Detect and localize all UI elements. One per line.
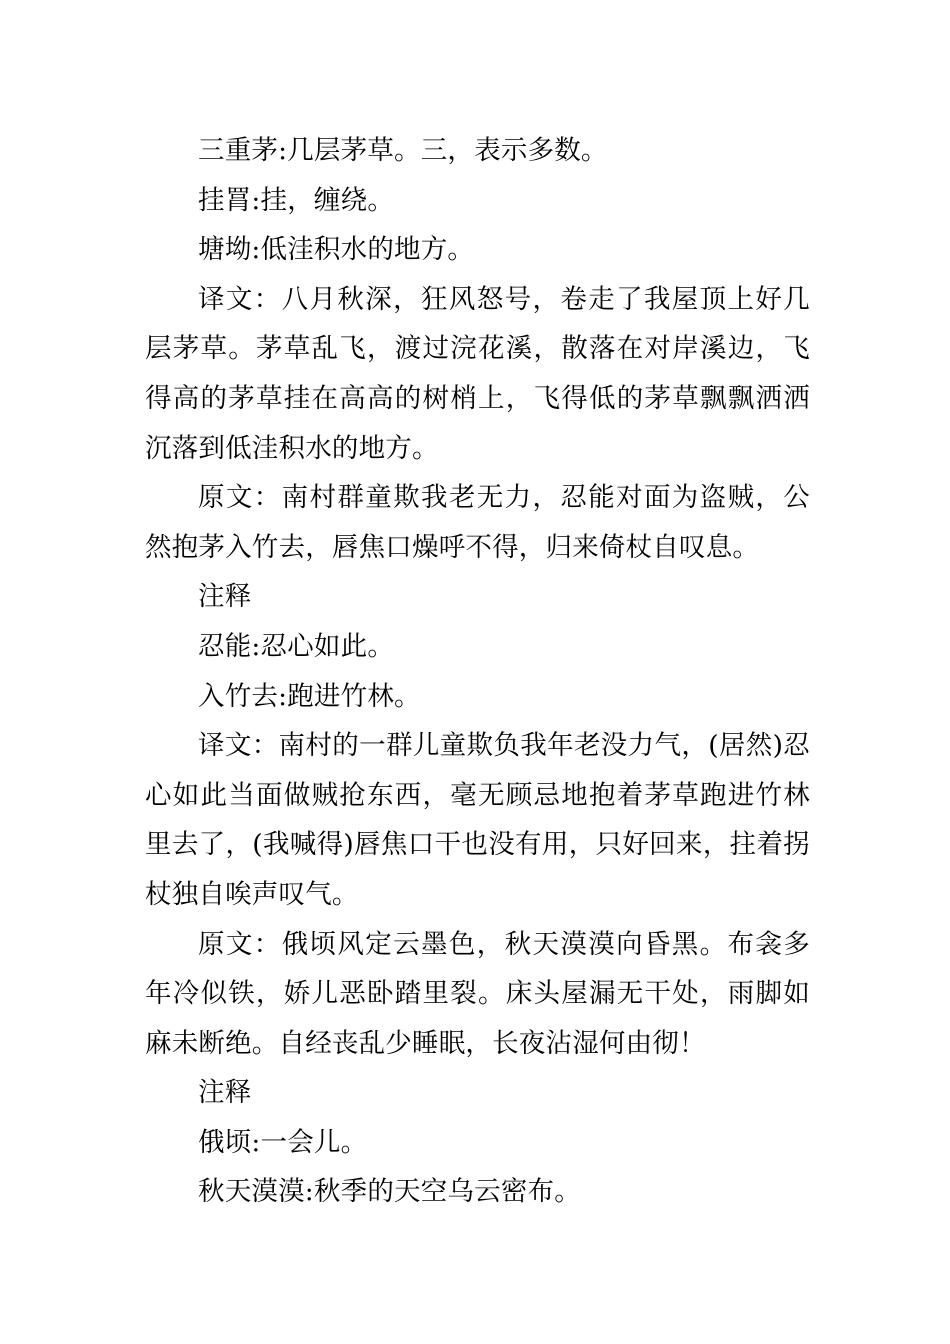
annotation-ren-neng: 忍能:忍心如此。: [198, 630, 395, 662]
translation-paragraph-2: 译文：南村的一群儿童欺负我年老没力气，(居然)忍心如此当面做贼抢东西，毫无顾忌地抱着茅草跑进竹林里去了，(我喊得)唇焦口干也没有用，只好回来，拄着拐杖独自唉声叹气。: [145, 730, 810, 910]
annotation-e-qing: 俄顷:一会儿。: [198, 1126, 368, 1158]
annotation-ru-zhu-qu: 入竹去:跑进竹林。: [198, 680, 421, 712]
annotation-tang-ao: 塘坳:低洼积水的地方。: [198, 234, 475, 266]
translation-paragraph-1: 译文：八月秋深，狂风怒号，卷走了我屋顶上好几层茅草。茅草乱飞，渡过浣花溪，散落在对岸溪边，飞得高的茅草挂在高高的树梢上，飞得低的茅草飘飘洒洒沉落到低洼积水的地方。: [145, 283, 810, 464]
annotation-san-chong-mao: 三重茅:几层茅草。三，表示多数。: [198, 135, 608, 166]
notes-heading-2: 注释: [198, 1077, 252, 1109]
original-text-paragraph-2: 原文：南村群童欺我老无力，忍能对面为盗贼，公然抱茅入竹去，唇焦口燥呼不得，归来倚杖自叹息。: [145, 482, 810, 563]
document-body: [145, 126, 810, 1217]
annotation-gua-juan: 挂罥:挂，缠绕。: [198, 184, 395, 216]
original-text-paragraph-3: 原文：俄顷风定云墨色，秋天漠漠向昏黑。布衾多年冷似铁，娇儿恶卧踏里裂。床头屋漏无干处，雨脚如麻未断绝。自经丧乱少睡眠，长夜沾湿何由彻！: [145, 928, 810, 1059]
annotation-qiu-tian-mo-mo: 秋天漠漠:秋季的天空乌云密布。: [198, 1176, 581, 1208]
notes-heading-1: 注释: [198, 581, 252, 613]
